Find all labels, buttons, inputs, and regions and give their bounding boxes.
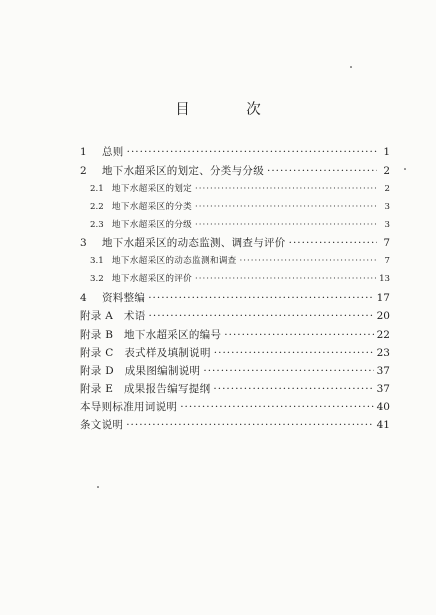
toc-entry-page: 7 (383, 237, 390, 249)
toc-entry-label: 地下水超采区的分类 (112, 202, 193, 212)
toc-entry[interactable] (80, 399, 390, 415)
scan-speck (97, 486, 99, 488)
toc-entry[interactable] (80, 163, 390, 179)
toc-entry-label: 附录 E 成果报告编写提纲 (80, 383, 211, 395)
toc-entry-label: 本导则标准用词说明 (80, 401, 178, 413)
toc-entry-number: 2 (80, 165, 87, 177)
toc-entry-page: 37 (376, 365, 390, 377)
dot-leader (289, 237, 377, 249)
toc-entry-label: 资料整编 (102, 292, 146, 304)
dot-leader (180, 401, 373, 413)
toc-entry-label: 附录 D 成果图编制说明 (80, 365, 201, 377)
toc-entry-page: 20 (376, 310, 390, 322)
toc-entry[interactable] (80, 290, 390, 306)
toc-entry-page: 22 (376, 329, 390, 341)
toc-entry-label: 地下水超采区的动态监测、调查与评价 (102, 237, 286, 249)
toc-subentry[interactable] (80, 182, 390, 198)
toc-entry-page: 40 (376, 401, 390, 413)
dot-leader (213, 383, 373, 395)
toc-entry-page: 2 (384, 184, 390, 194)
toc-appendix-entry[interactable] (80, 327, 390, 343)
toc-entry-number: 3 (80, 237, 87, 249)
toc-subentry[interactable] (80, 254, 390, 270)
toc-entry-label: 地下水超采区的分级 (112, 220, 193, 230)
dot-leader (240, 256, 377, 266)
dot-leader (148, 292, 373, 304)
toc-entry-number: 3.1 (90, 256, 104, 266)
toc-appendix-entry[interactable] (80, 363, 390, 379)
dot-leader (127, 146, 377, 158)
toc-entry-page: 3 (384, 220, 390, 230)
toc-entry-page: 1 (383, 146, 390, 158)
toc-entry-label: 附录 C 表式样及填制说明 (80, 347, 211, 359)
page-title: 目 次 (175, 102, 287, 118)
toc-entry-number: 4 (80, 292, 87, 304)
scan-speck (350, 66, 352, 68)
toc-entry-label: 附录 B 地下水超采区的编号 (80, 329, 222, 341)
toc-entry-page: 37 (376, 383, 390, 395)
toc-entry-number: 3.2 (90, 274, 104, 284)
toc-subentry[interactable] (80, 218, 390, 234)
scan-speck (404, 168, 406, 170)
dot-leader (267, 165, 377, 177)
toc-entry[interactable] (80, 144, 390, 160)
toc-entry-page: 7 (384, 256, 390, 266)
toc-entry-number: 2.2 (90, 202, 104, 212)
toc-entry-label: 附录 A 术语 (80, 310, 146, 322)
toc-entry-number: 1 (80, 146, 87, 158)
toc-subentry[interactable] (80, 200, 390, 216)
toc-entry-label: 总则 (102, 146, 124, 158)
toc-entry-number: 2.3 (90, 220, 104, 230)
toc-entry-page: 41 (376, 419, 390, 431)
toc-entry-label: 地下水超采区的动态监测和调查 (112, 256, 237, 266)
dot-leader (149, 310, 374, 322)
toc-appendix-entry[interactable] (80, 308, 390, 324)
dot-leader (224, 329, 373, 341)
toc-entry-label: 条文说明 (80, 419, 124, 431)
toc-entry-label: 地下水超采区的划定、分类与分级 (102, 165, 264, 177)
toc-entry[interactable] (80, 235, 390, 251)
toc-subentry[interactable] (80, 272, 390, 288)
toc-entry-page: 17 (376, 292, 390, 304)
toc-entry-page: 3 (384, 202, 390, 212)
dot-leader (195, 220, 377, 230)
toc-entry-page: 2 (383, 165, 390, 177)
toc-entry-label: 地下水超采区的划定 (112, 184, 193, 194)
toc-appendix-entry[interactable] (80, 381, 390, 397)
dot-leader (126, 419, 373, 431)
toc-entry-page: 23 (376, 347, 390, 359)
toc-appendix-entry[interactable] (80, 345, 390, 361)
dot-leader (195, 202, 377, 212)
toc-entry-number: 2.1 (90, 184, 104, 194)
toc-entry[interactable] (80, 417, 390, 433)
dot-leader (195, 184, 377, 194)
dot-leader (203, 365, 373, 377)
dot-leader (195, 274, 376, 284)
toc-entry-label: 地下水超采区的评价 (112, 274, 193, 284)
dot-leader (214, 347, 374, 359)
toc-entry-page: 13 (379, 274, 390, 284)
